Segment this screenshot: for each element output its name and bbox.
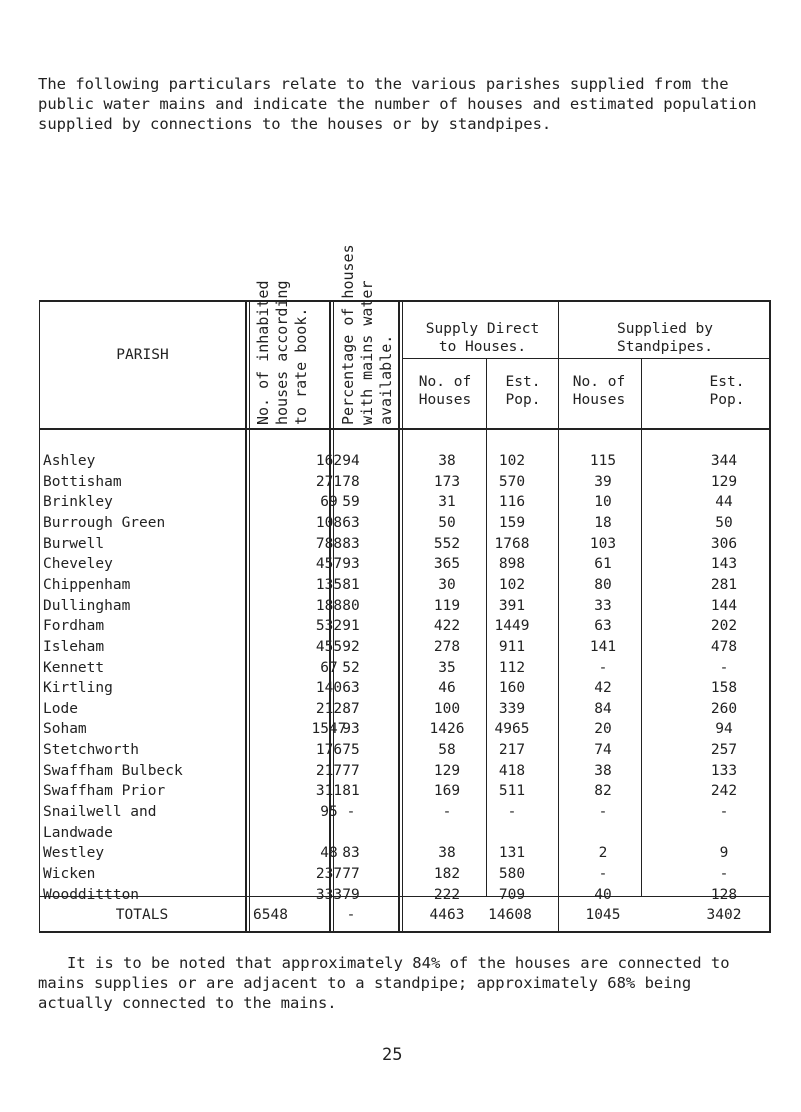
cell-direct-pop: 570: [498, 474, 526, 490]
table-row: [39, 823, 770, 843]
cell-direct-pop: 418: [498, 763, 526, 779]
cell-direct-pop: 911: [498, 639, 526, 655]
cell-stand-houses: 18: [594, 515, 612, 531]
cell-percentage: 63: [342, 680, 360, 696]
table-row: [39, 513, 770, 533]
cell-stand-houses: 82: [594, 783, 612, 799]
cell-stand-pop: 281: [710, 577, 738, 593]
cell-stand-pop: 9: [719, 845, 729, 861]
cell-stand-pop: -: [719, 660, 729, 676]
cell-parish: Fordham: [43, 618, 105, 634]
cell-stand-houses: [569, 823, 637, 843]
table-row: [39, 554, 770, 574]
cell-percentage: 52: [342, 660, 360, 676]
cell-stand-pop: 44: [715, 494, 733, 510]
cell-direct-houses: 50: [438, 515, 456, 531]
cell-direct-pop: 102: [498, 577, 526, 593]
cell-stand-houses: 20: [594, 721, 612, 737]
cell-direct-houses: 119: [433, 598, 461, 614]
table-row: [39, 719, 770, 739]
totals-direct-houses: 4463: [429, 907, 465, 923]
cell-inhabited: 140: [315, 680, 343, 696]
cell-parish: Burwell: [43, 536, 105, 552]
cell-direct-houses: 38: [438, 453, 456, 469]
table-row: [39, 534, 770, 554]
inhabited-header-line1: No. of inhabited: [254, 280, 272, 425]
cell-stand-houses: 40: [594, 887, 612, 903]
cell-direct-pop: 580: [498, 866, 526, 882]
cell-parish: Stetchworth: [43, 742, 140, 758]
table-top-rule: [39, 300, 770, 302]
totals-inhabited: 6548: [253, 907, 288, 923]
cell-parish: Chippenham: [43, 577, 131, 593]
cell-parish: Wicken: [43, 866, 96, 882]
cell-direct-houses: 222: [433, 887, 461, 903]
cell-inhabited: 311: [315, 783, 343, 799]
totals-row: [39, 905, 770, 925]
cell-inhabited: 69: [320, 494, 338, 510]
cell-stand-pop: 143: [710, 556, 738, 572]
cell-parish: Swaffham Bulbeck: [43, 763, 183, 779]
cell-stand-houses: -: [598, 660, 608, 676]
cell-direct-houses: [415, 823, 479, 843]
cell-percentage: 63: [342, 515, 360, 531]
cell-stand-houses: 84: [594, 701, 612, 717]
table-row: [39, 472, 770, 492]
cell-stand-houses: 10: [594, 494, 612, 510]
cell-percentage: 79: [342, 887, 360, 903]
percentage-header-line2: with mains water: [358, 280, 376, 425]
cell-parish: Soham: [43, 721, 87, 737]
supply-direct-header: Supply Direct to Houses.: [425, 321, 540, 355]
cell-inhabited: 532: [315, 618, 343, 634]
cell-percentage: 83: [342, 845, 360, 861]
cell-parish: Kennett: [43, 660, 105, 676]
cell-stand-houses: 39: [594, 474, 612, 490]
percentage-header-line1: Percentage of houses: [339, 244, 357, 425]
cell-stand-pop: 257: [710, 742, 738, 758]
cell-stand-houses: 38: [594, 763, 612, 779]
cell-parish: Brinkley: [43, 494, 113, 510]
cell-direct-houses: 35: [438, 660, 456, 676]
cell-parish: Kirtling: [43, 680, 113, 696]
table-bottom-rule: [39, 931, 770, 933]
table-row: [39, 637, 770, 657]
cell-inhabited: 271: [315, 474, 343, 490]
totals-stand-houses: 1045: [585, 907, 621, 923]
cell-stand-pop: 94: [715, 721, 733, 737]
cell-parish: Wooddittton: [43, 887, 140, 903]
cell-percentage: 81: [342, 783, 360, 799]
subheader-rule: [402, 358, 770, 359]
table-row: [39, 596, 770, 616]
cell-direct-houses: 278: [433, 639, 461, 655]
cell-parish: Snailwell and: [43, 804, 157, 820]
cell-parish: Burrough Green: [43, 515, 166, 531]
standpipe-houses-header: No. of Houses: [572, 374, 626, 408]
cell-direct-pop: 131: [498, 845, 526, 861]
percentage-header-line3: available.: [377, 334, 395, 425]
cell-stand-pop: [691, 823, 757, 843]
parish-header: PARISH: [116, 347, 169, 363]
cell-parish: Cheveley: [43, 556, 113, 572]
cell-stand-houses: 42: [594, 680, 612, 696]
cell-direct-houses: 365: [433, 556, 461, 572]
cell-direct-houses: 169: [433, 783, 461, 799]
cell-stand-pop: 478: [710, 639, 738, 655]
cell-percentage: 77: [342, 866, 360, 882]
cell-direct-pop: 116: [498, 494, 526, 510]
page-number: 25: [382, 1045, 403, 1065]
cell-percentage: 81: [342, 577, 360, 593]
cell-percentage: 87: [342, 701, 360, 717]
cell-direct-houses: 552: [433, 536, 461, 552]
table-row: [39, 761, 770, 781]
cell-inhabited: 455: [315, 639, 343, 655]
cell-inhabited: 108: [315, 515, 343, 531]
totals-label: TOTALS: [115, 907, 169, 923]
cell-percentage: 59: [342, 494, 360, 510]
cell-direct-pop: 1449: [494, 618, 530, 634]
table-row: [39, 781, 770, 801]
cell-stand-houses: 2: [598, 845, 608, 861]
cell-direct-pop: 217: [498, 742, 526, 758]
cell-parish: Westley: [43, 845, 105, 861]
cell-percentage: 93: [342, 556, 360, 572]
cell-stand-pop: 306: [710, 536, 738, 552]
cell-direct-houses: 173: [433, 474, 461, 490]
cell-stand-pop: 158: [710, 680, 738, 696]
cell-direct-pop: 102: [498, 453, 526, 469]
cell-percentage: 93: [342, 721, 360, 737]
table-row: [39, 864, 770, 884]
cell-inhabited: 237: [315, 866, 343, 882]
cell-stand-houses: 80: [594, 577, 612, 593]
cell-parish: Landwade: [43, 825, 113, 841]
cell-stand-houses: 74: [594, 742, 612, 758]
cell-inhabited: 217: [315, 763, 343, 779]
cell-stand-pop: 129: [710, 474, 738, 490]
table-row: [39, 658, 770, 678]
table-row: [39, 699, 770, 719]
cell-stand-houses: 61: [594, 556, 612, 572]
cell-inhabited: 788: [315, 536, 343, 552]
cell-inhabited: 162: [315, 453, 343, 469]
cell-stand-pop: 260: [710, 701, 738, 717]
cell-percentage: [334, 823, 368, 843]
cell-inhabited: 1547: [311, 721, 347, 737]
cell-stand-houses: 141: [589, 639, 617, 655]
cell-direct-houses: 30: [438, 577, 456, 593]
cell-stand-houses: -: [598, 804, 608, 820]
table-row: [39, 802, 770, 822]
cell-percentage: 94: [342, 453, 360, 469]
cell-parish: Swaffham Prior: [43, 783, 166, 799]
cell-inhabited: 67: [320, 660, 338, 676]
cell-stand-pop: 133: [710, 763, 738, 779]
totals-stand-pop: 3402: [706, 907, 742, 923]
cell-percentage: 83: [342, 536, 360, 552]
cell-direct-pop: 339: [498, 701, 526, 717]
cell-direct-houses: 38: [438, 845, 456, 861]
standpipe-pop-header: Est. Pop.: [709, 374, 745, 408]
cell-percentage: 78: [342, 474, 360, 490]
cell-direct-pop: 709: [498, 887, 526, 903]
cell-stand-pop: 344: [710, 453, 738, 469]
table-row: [39, 740, 770, 760]
table-row: [39, 451, 770, 471]
cell-direct-pop: 4965: [494, 721, 530, 737]
table-row: [39, 616, 770, 636]
cell-direct-pop: 898: [498, 556, 526, 572]
cell-inhabited: 176: [315, 742, 343, 758]
cell-parish: Lode: [43, 701, 78, 717]
cell-stand-houses: 103: [589, 536, 617, 552]
cell-direct-houses: 100: [433, 701, 461, 717]
cell-stand-pop: 144: [710, 598, 738, 614]
cell-stand-pop: -: [719, 866, 729, 882]
totals-pct: -: [346, 907, 356, 923]
cell-direct-pop: 1768: [494, 536, 530, 552]
cell-percentage: 75: [342, 742, 360, 758]
cell-stand-houses: 63: [594, 618, 612, 634]
table-row: [39, 575, 770, 595]
cell-direct-houses: 1426: [429, 721, 465, 737]
cell-stand-pop: 128: [710, 887, 738, 903]
cell-inhabited: 135: [315, 577, 343, 593]
cell-stand-pop: -: [719, 804, 729, 820]
cell-direct-pop: 112: [498, 660, 526, 676]
table-row: [39, 678, 770, 698]
cell-inhabited: 212: [315, 701, 343, 717]
cell-stand-houses: 33: [594, 598, 612, 614]
cell-stand-pop: 202: [710, 618, 738, 634]
cell-stand-houses: -: [598, 866, 608, 882]
intro-paragraph: The following particulars relate to the various parishes supplied from the public water mains and indicate the number of houses and estimated population supplied by connections to the houses or by standpipes.: [38, 75, 757, 133]
cell-stand-houses: 115: [589, 453, 617, 469]
cell-direct-houses: -: [442, 804, 452, 820]
cell-percentage: -: [346, 804, 356, 820]
cell-inhabited: 333: [315, 887, 343, 903]
inhabited-header-line2: houses according: [273, 280, 291, 425]
cell-direct-pop: 159: [498, 515, 526, 531]
cell-direct-houses: 182: [433, 866, 461, 882]
inhabited-header-line3: to rate book.: [292, 307, 310, 425]
cell-inhabited: 188: [315, 598, 343, 614]
cell-direct-pop: -: [507, 804, 517, 820]
direct-houses-header: No. of Houses: [418, 374, 472, 408]
cell-percentage: 92: [342, 639, 360, 655]
cell-direct-pop: [480, 823, 544, 843]
header-bottom-rule: [39, 428, 770, 430]
cell-direct-houses: 58: [438, 742, 456, 758]
cell-stand-pop: 50: [715, 515, 733, 531]
cell-inhabited: 48: [320, 845, 338, 861]
cell-direct-pop: 160: [498, 680, 526, 696]
cell-percentage: 91: [342, 618, 360, 634]
standpipes-header: Supplied by Standpipes.: [616, 321, 714, 355]
cell-direct-houses: 46: [438, 680, 456, 696]
cell-percentage: 77: [342, 763, 360, 779]
cell-percentage: 80: [342, 598, 360, 614]
table-row: [39, 885, 770, 905]
totals-direct-pop: 14608: [488, 907, 532, 923]
cell-inhabited: 457: [315, 556, 343, 572]
direct-pop-header: Est. Pop.: [505, 374, 541, 408]
cell-stand-pop: 242: [710, 783, 738, 799]
table-row: [39, 843, 770, 863]
cell-parish: Dullingham: [43, 598, 131, 614]
cell-direct-pop: 391: [498, 598, 526, 614]
cell-parish: Isleham: [43, 639, 105, 655]
cell-direct-houses: 31: [438, 494, 456, 510]
footnote-paragraph: It is to be noted that approximately 84% of the houses are connected to mains supplies or are adjacent to a standpipe; approximately 68% being actually connected to the mains.: [38, 954, 730, 1012]
cell-direct-pop: 511: [498, 783, 526, 799]
cell-parish: Ashley: [43, 453, 96, 469]
table-row: [39, 492, 770, 512]
cell-direct-houses: 422: [433, 618, 461, 634]
cell-inhabited: 95: [320, 804, 338, 820]
cell-parish: Bottisham: [43, 474, 122, 490]
cell-direct-houses: 129: [433, 763, 461, 779]
